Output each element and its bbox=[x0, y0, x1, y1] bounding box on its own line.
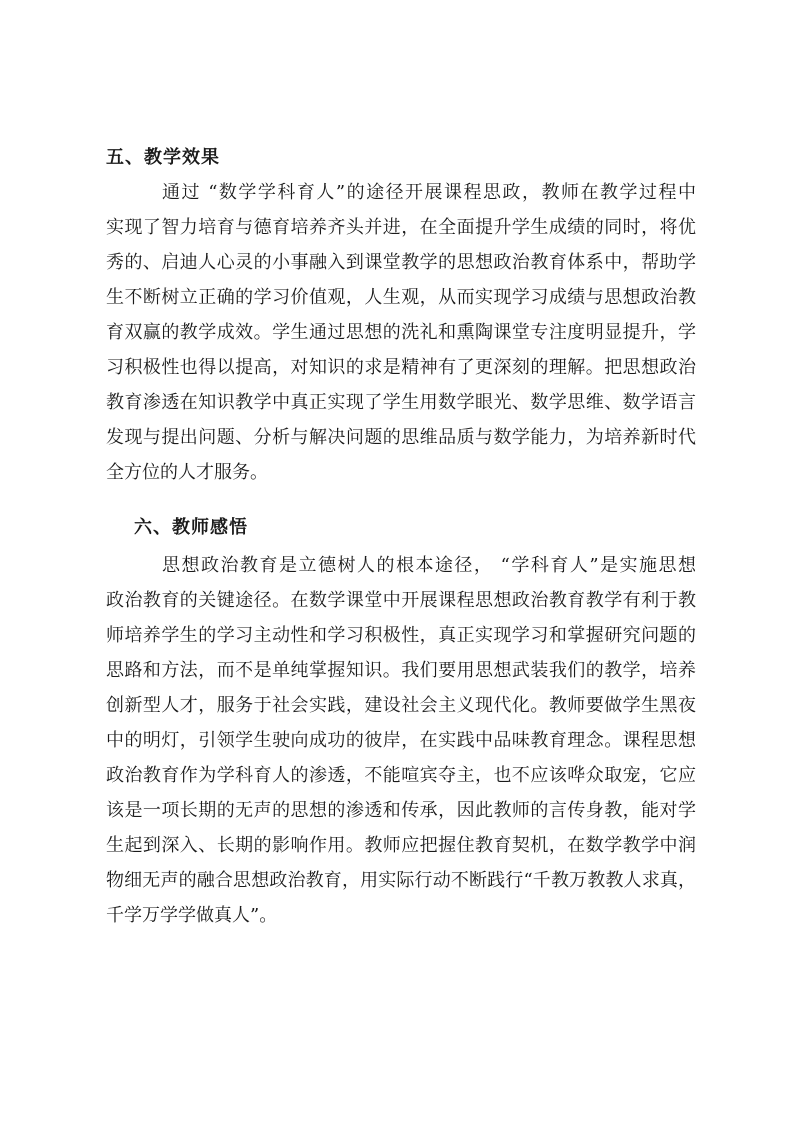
paragraph-line: 全方位的人才服务。 bbox=[106, 462, 268, 483]
paragraph-line: 思路和方法，而不是单纯掌握知识。我们要用思想武装我们的教学，培养 bbox=[106, 660, 696, 681]
paragraph-line: 创新型人才，服务于社会实践，建设社会主义现代化。教师要做学生黑夜 bbox=[106, 695, 696, 716]
paragraph-line: 生不断树立正确的学习价值观，人生观，从而实现学习成绩与思想政治教 bbox=[106, 287, 696, 308]
paragraph-line: 发现与提出问题、分析与解决问题的思维品质与数学能力，为培养新时代 bbox=[106, 427, 696, 448]
paragraph-line: 通过 “数学学科育人”的途径开展课程思政，教师在教学过程中 bbox=[162, 182, 696, 203]
paragraph-line: 生起到深入、长期的影响作用。教师应把握住教育契机，在数学教学中润 bbox=[106, 835, 696, 856]
paragraph-line: 政治教育的关键途径。在数学课堂中开展课程思想政治教育教学有利于教 bbox=[106, 590, 696, 611]
paragraph-line: 师培养学生的学习主动性和学习积极性，真正实现学习和掌握研究问题的 bbox=[106, 625, 696, 646]
section-heading-teacher-reflection: 六、教师感悟 bbox=[134, 517, 248, 538]
paragraph-line: 育双赢的教学成效。学生通过思想的洗礼和熏陶课堂专注度明显提升，学 bbox=[106, 322, 696, 343]
paragraph-line: 中的明灯，引领学生驶向成功的彼岸，在实践中品味教育理念。课程思想 bbox=[106, 730, 696, 751]
paragraph-line: 物细无声的融合思想政治教育，用实际行动不断践行“千教万教教人求真， bbox=[106, 870, 696, 891]
paragraph-line: 政治教育作为学科育人的渗透，不能喧宾夺主，也不应该哗众取宠，它应 bbox=[106, 765, 696, 786]
paragraph-line: 秀的、启迪人心灵的小事融入到课堂教学的思想政治教育体系中，帮助学 bbox=[106, 252, 696, 273]
paragraph-line: 思想政治教育是立德树人的根本途径， “学科育人”是实施思想 bbox=[162, 555, 696, 576]
paragraph-line: 习积极性也得以提高，对知识的求是精神有了更深刻的理解。把思想政治 bbox=[106, 357, 696, 378]
paragraph-line: 该是一项长期的无声的思想的渗透和传承，因此教师的言传身教，能对学 bbox=[106, 800, 696, 821]
paragraph-line: 实现了智力培育与德育培养齐头并进，在全面提升学生成绩的同时，将优 bbox=[106, 217, 696, 238]
paragraph-line: 教育渗透在知识教学中真正实现了学生用数学眼光、数学思维、数学语言 bbox=[106, 392, 696, 413]
section-heading-teaching-effect: 五、教学效果 bbox=[106, 147, 220, 168]
paragraph-line: 千学万学学做真人”。 bbox=[106, 905, 278, 926]
